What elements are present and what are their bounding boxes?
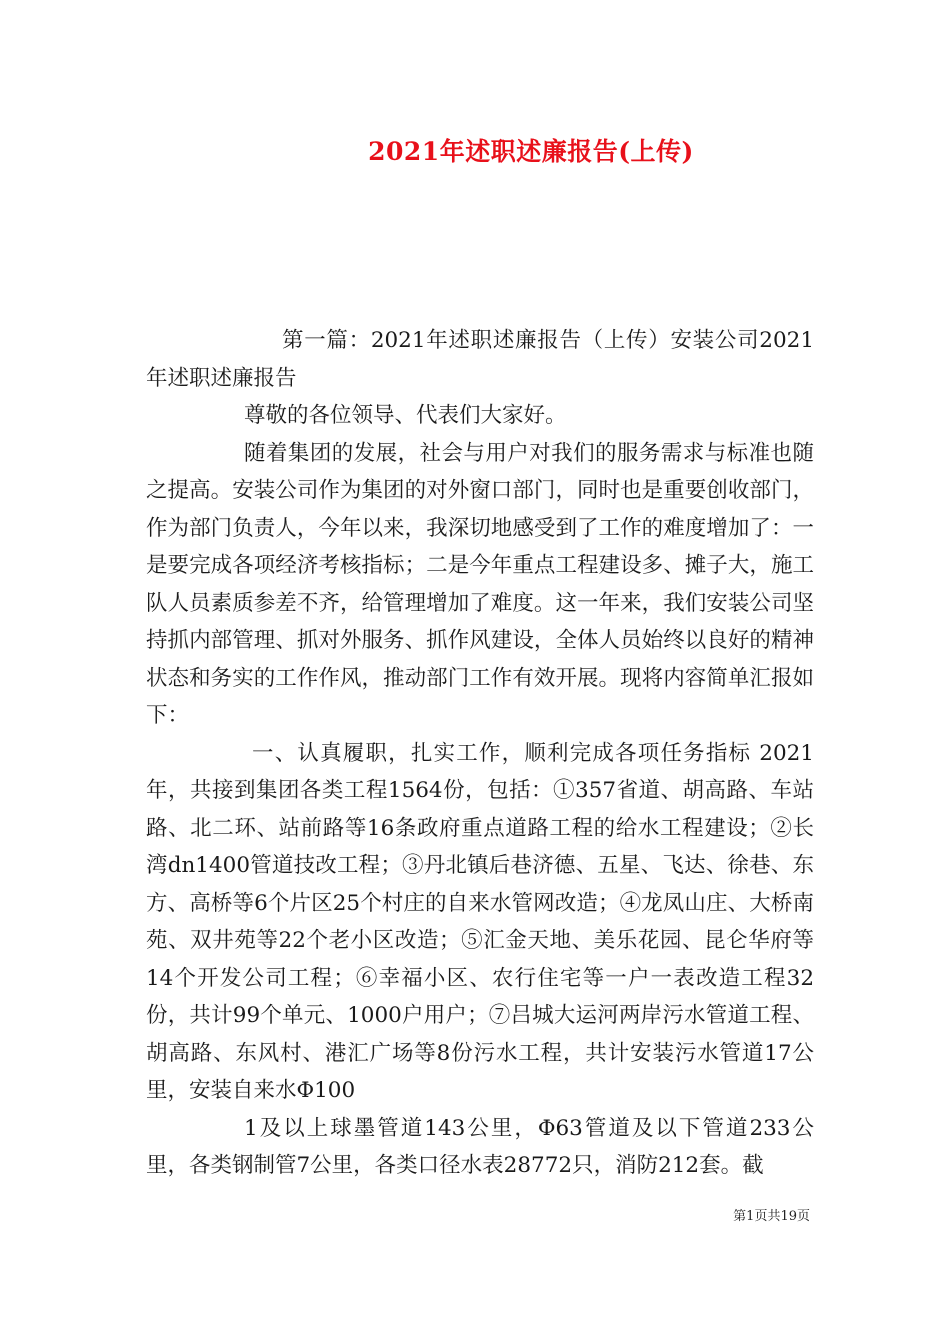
document-body — [146, 322, 814, 1185]
page-number: 第1页共19页 — [733, 1209, 810, 1224]
paragraph-section-one: 一、认真履职，扎实工作，顺利完成各项任务指标 2021年，共接到集团各类工程1564份，包括：①357省道、胡高路、车站路、北二环、站前路等16条政府重点道路工程的给水工程建设；②长湾dn1400管道技改工程；③丹北镇后巷济德、五星、飞达、徐巷、东方、高桥等6个片区25个村庄的自来水管网改造；④龙凤山庄、大桥南苑、双井苑等22个老小区改造；⑤汇金天地、美乐花园、昆仑华府等14个开发公司工程；⑥幸福小区、农行住宅等一户一表改造工程32份，共计99个单元、1000户用户；⑦吕城大运河两岸污水管道工程、胡高路、东风村、港汇广场等8份污水工程，共计安装污水管道17公里，安装自来水Φ100 — [146, 740, 814, 1103]
page-title: 2021年述职述廉报告(上传) — [368, 137, 694, 166]
paragraph-continuation: 1及以上球墨管道143公里，Φ63管道及以下管道233公里，各类钢制管7公里，各类口径水表28772只，消防212套。截 — [146, 1115, 814, 1178]
paragraph-heading: 第一篇：2021年述职述廉报告（上传）安装公司2021年述职述廉报告 — [146, 328, 814, 391]
paragraph-intro: 随着集团的发展，社会与用户对我们的服务需求与标准也随之提高。安装公司作为集团的对外窗口部门，同时也是重要创收部门，作为部门负责人，今年以来，我深切地感受到了工作的难度增加了：一是要完成各项经济考核指标；二是今年重点工程建设多、摊子大，施工队人员素质参差不齐，给管理增加了难度。这一年来，我们安装公司坚持抓内部管理、抓对外服务、抓作风建设，全体人员始终以良好的精神状态和务实的工作作风，推动部门工作有效开展。现将内容简单汇报如下： — [146, 440, 814, 728]
paragraph-greeting: 尊敬的各位领导、代表们大家好。 — [244, 403, 567, 428]
